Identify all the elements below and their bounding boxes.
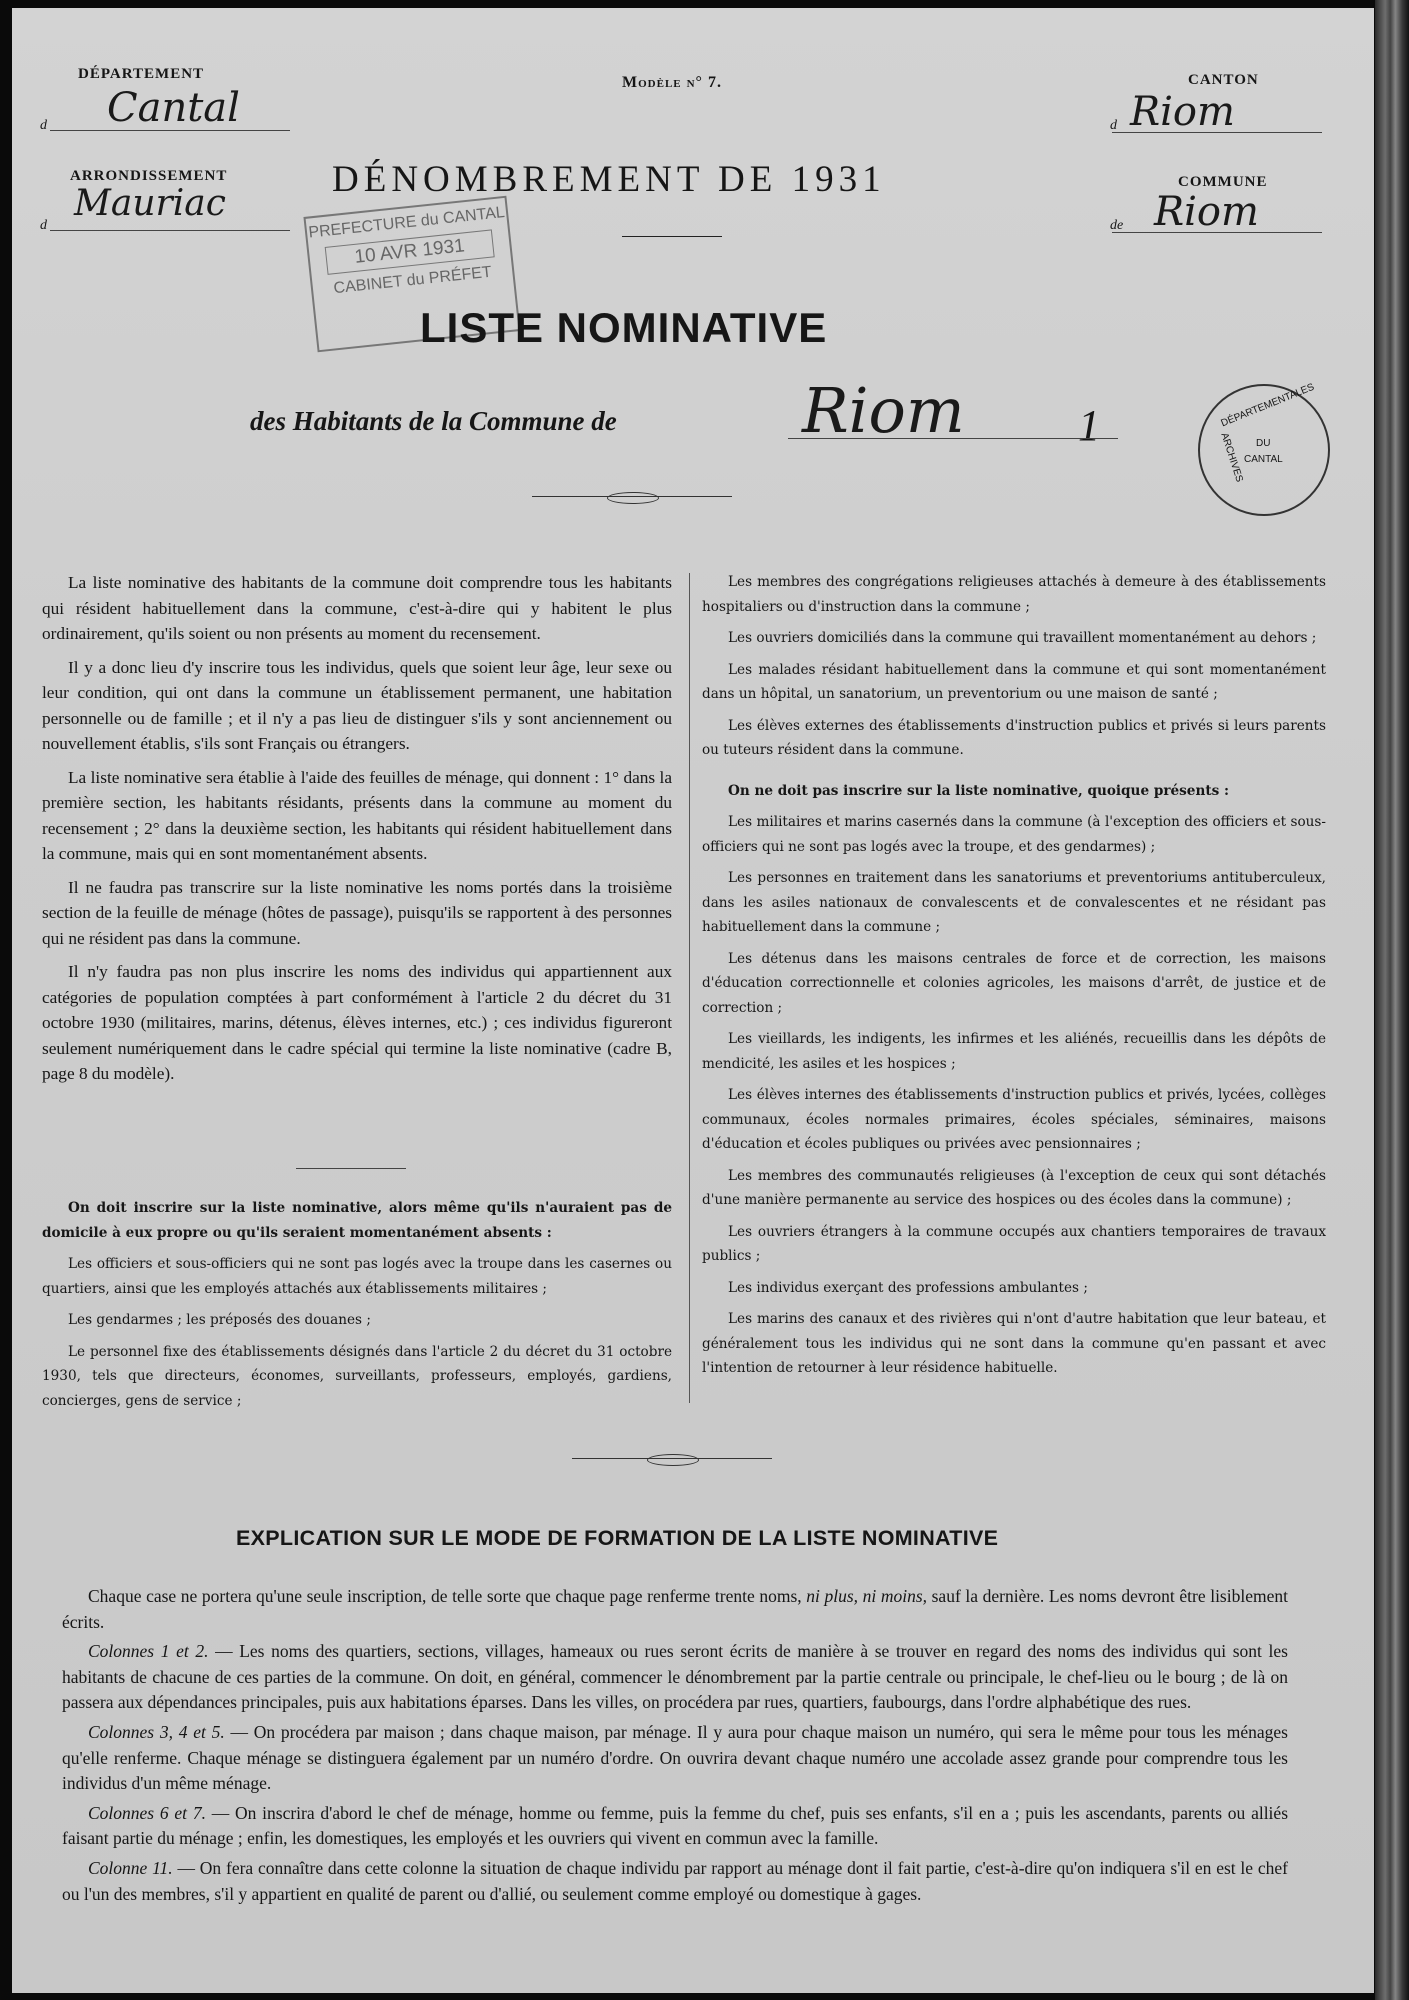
explication-item: Colonnes 6 et 7. — On inscrira d'abord le chef de ménage, homme ou femme, puis la femme du chef, puis ses enfants, s'il en a ; puis les ascendants, parents ou alliés faisant partie du ménage ; enfin, les domestiques, les employés et les ouvriers qui vivent en commun avec la famille. xyxy=(62,1802,1288,1849)
explication-body xyxy=(62,1584,1288,1911)
left-paragraph: Il n'y faudra pas non plus inscrire les noms des individus qui appartiennent aux catégories de population comptées à part conformément à l'article 2 du décret du 31 octobre 1930 (militaires, marins, détenus, élèves internes, etc.) ; ces individus figureront seulement numériquement dans le cadre spécial qui termine la liste nominative (cadre B, page 8 du modèle). xyxy=(42,962,672,1083)
folio-number: 1 xyxy=(1078,401,1100,450)
left-small-paragraph: Le personnel fixe des établissements désignés dans l'article 2 du décret du 31 octobre 1930, tels que directeurs, économes, surveillants, professeurs, employés, gardiens, concierges, gens de service ; xyxy=(42,1343,672,1409)
column-divider xyxy=(689,573,690,1403)
right-paragraph: Les élèves internes des établissements d'instruction publics et privés, lycées, collèges communaux, écoles normales primaires, écoles spéciales, séminaires, maisons d'éducation et écoles publiques ou privées avec pensionnaires ; xyxy=(702,1087,1326,1152)
explication-intro: Chaque case ne portera qu'une seule inscription, de telle sorte que chaque page renferme trente noms, ni plus, ni moins, sauf la dernière. Les noms devront être lisiblement écrits. xyxy=(62,1586,1288,1632)
stamp-date: 10 AVR 1931 xyxy=(325,229,495,274)
census-title: DÉNOMBREMENT DE 1931 xyxy=(332,159,886,200)
commune-label: COMMUNE xyxy=(1178,174,1268,190)
subtitle-commune-handwritten: Riom xyxy=(802,374,965,447)
ornament-top xyxy=(532,494,732,500)
seal-middle1: DU xyxy=(1256,438,1271,449)
page-edge xyxy=(1375,0,1409,2000)
right-paragraph: Les individus exerçant des professions ambulantes ; xyxy=(728,1279,1088,1296)
left-paragraph: La liste nominative des habitants de la commune doit comprendre tous les habitants qui résident habituellement dans la commune, c'est-à-dire qui y habitent le plus ordinairement, qu'ils soient ou non présents au moment du recensement. xyxy=(42,573,672,643)
left-column xyxy=(42,570,672,1095)
right-paragraph: Les marins des canaux et des rivières qui n'ont d'autre habitation que leur bateau, et généralement tous les individus qui ne sont dans la commune qu'en passant et avec l'intention de retourner à leur résidence habituelle. xyxy=(702,1311,1326,1376)
right-head: On ne doit pas inscrire sur la liste nominative, quoique présents : xyxy=(728,782,1230,799)
left-column-small xyxy=(42,1196,672,1420)
departement-prefix: d xyxy=(40,118,47,133)
seal-left: ARCHIVES xyxy=(1218,431,1245,484)
seal-middle2: CANTAL xyxy=(1244,454,1283,465)
right-paragraph: Les personnes en traitement dans les sanatoriums et preventoriums antituberculeux, dans les asiles nationaux de convalescents et de convalescentes et ne résidant pas habituellement dans la commune ; xyxy=(702,870,1326,935)
explication-title: EXPLICATION SUR LE MODE DE FORMATION DE LA LISTE NOMINATIVE xyxy=(236,1526,999,1550)
stamp-line3: CABINET du PRÉFET xyxy=(332,263,493,298)
seal-top: DÉPARTEMENTALES xyxy=(1219,381,1316,430)
right-paragraph: Les détenus dans les maisons centrales de force et de correction, les maisons d'éducation correctionnelle et colonies agricoles, les maisons d'arrêt, de justice et de correction ; xyxy=(702,950,1326,1016)
left-small-paragraph: Les officiers et sous-officiers qui ne sont pas logés avec la troupe dans les casernes ou quartiers, ainsi que les employés attachés aux établissements militaires ; xyxy=(42,1256,672,1297)
explication-item: Colonne 11. — On fera connaître dans cette colonne la situation de chaque individu par rapport au ménage dont il fait partie, c'est-à-dire qu'on indiquera s'il en est le chef ou l'un des membres, s'il y appartient en qualité de parent ou d'allié, ou seulement comme employé ou domestique à gages. xyxy=(62,1857,1288,1904)
departement-label: DÉPARTEMENT xyxy=(78,66,205,82)
right-paragraph: Les ouvriers domiciliés dans la commune qui travaillent momentanément au dehors ; xyxy=(728,630,1317,646)
subtitle: des Habitants de la Commune de xyxy=(250,406,617,436)
canton-prefix: d xyxy=(1110,118,1117,133)
arrondissement-label: ARRONDISSEMENT xyxy=(70,168,228,184)
archives-seal xyxy=(1198,381,1330,516)
canton-label: CANTON xyxy=(1188,72,1259,88)
left-paragraph: Il ne faudra pas transcrire sur la liste nominative les noms portés dans la troisième section de la feuille de ménage (hôtes de passage), puisqu'ils se rapportent à des personnes qui ne résident pas dans la commune. xyxy=(42,877,672,948)
canton-value: Riom xyxy=(1130,89,1235,135)
ornament-middle xyxy=(572,1456,772,1462)
list-title: LISTE NOMINATIVE xyxy=(420,304,828,351)
left-small-head: On doit inscrire sur la liste nominative, alors même qu'ils n'auraient pas de domicile à eux propre ou qu'ils seraient momentanément absents : xyxy=(42,1200,672,1241)
right-paragraph: Les membres des communautés religieuses (à l'exception de ceux qui sont détachés d'une manière permanente au service des hospices ou des écoles dans la commune) ; xyxy=(702,1167,1326,1208)
right-paragraph: Les militaires et marins casernés dans la commune (à l'exception des officiers et sous-officiers qui ne sont pas logés avec la troupe, et des gendarmes) ; xyxy=(702,814,1326,855)
left-small-paragraph: Les gendarmes ; les préposés des douanes ; xyxy=(68,1312,371,1328)
right-paragraph: Les ouvriers étrangers à la commune occupés aux chantiers temporaires de travaux publics ; xyxy=(702,1223,1326,1264)
right-paragraph: Les élèves externes des établissements d'instruction publics et privés si leurs parents ou tuteurs résident dans la commune. xyxy=(702,717,1326,758)
right-paragraph: Les membres des congrégations religieuses attachés à demeure à des établissements hospitaliers ou d'instruction dans la commune ; xyxy=(702,574,1326,615)
commune-prefix: de xyxy=(1110,218,1124,233)
census-page xyxy=(12,8,1374,1993)
modele-number: Modèle n° 7. xyxy=(622,74,722,91)
explication-item: Colonnes 3, 4 et 5. — On procédera par maison ; dans chaque maison, par ménage. Il y aura pour chaque maison un numéro, qui sera le même pour tous les ménages qu'elle renferme. Chaque ménage se distinguera également par un numéro d'ordre. On ouvrira devant chaque numéro une accolade assez grande pour comprendre tous les individus d'un même ménage. xyxy=(62,1721,1288,1794)
explication-item: Colonnes 1 et 2. — Les noms des quartiers, sections, villages, hameaux ou rues seront écrits de manière à se trouver en regard des noms des individus qui sont les habitants de chacune de ces parties de la commune. On doit, en général, commencer le dénombrement par la partie centrale ou principale, le chef-lieu ou le bourg ; de là on passera aux dépendances principales, puis aux habitations éparses. Dans les villes, on procédera par rues, quartiers, faubourgs, dans l'ordre alphabétique des rues. xyxy=(62,1641,1288,1713)
departement-value: Cantal xyxy=(107,85,240,131)
commune-value: Riom xyxy=(1154,189,1259,235)
right-paragraph: Les malades résidant habituellement dans la commune et qui sont momentanément dans un hôpital, un sanatorium, un preventorium ou une maison de santé ; xyxy=(702,661,1326,702)
arrondissement-prefix: d xyxy=(40,218,47,233)
left-paragraph: La liste nominative sera établie à l'aide des feuilles de ménage, qui donnent : 1° dans la première section, les habitants résidants, présents dans la commune au moment du recensement ; 2° dans la deuxième section, les habitants qui résident habituellement dans la commune, mais qui en sont momentanément absents. xyxy=(42,767,672,863)
stamp-line1: PREFECTURE du CANTAL xyxy=(307,204,506,242)
arrondissement-value: Mauriac xyxy=(74,183,226,224)
left-paragraph: Il y a donc lieu d'y inscrire tous les individus, quels que soient leur âge, leur sexe ou leur condition, qui ont dans la commune un établissement permanent, une habitation personnelle ou de famille ; et il n'y a pas lieu de distinguer s'ils y sont anciennement ou nouvellement établis, s'ils sont Français ou étrangers. xyxy=(42,657,672,753)
right-paragraph: Les vieillards, les indigents, les infirmes et les aliénés, recueillis dans les dépôts de mendicité, les asiles et les hospices ; xyxy=(702,1031,1326,1072)
right-column xyxy=(702,570,1326,1388)
